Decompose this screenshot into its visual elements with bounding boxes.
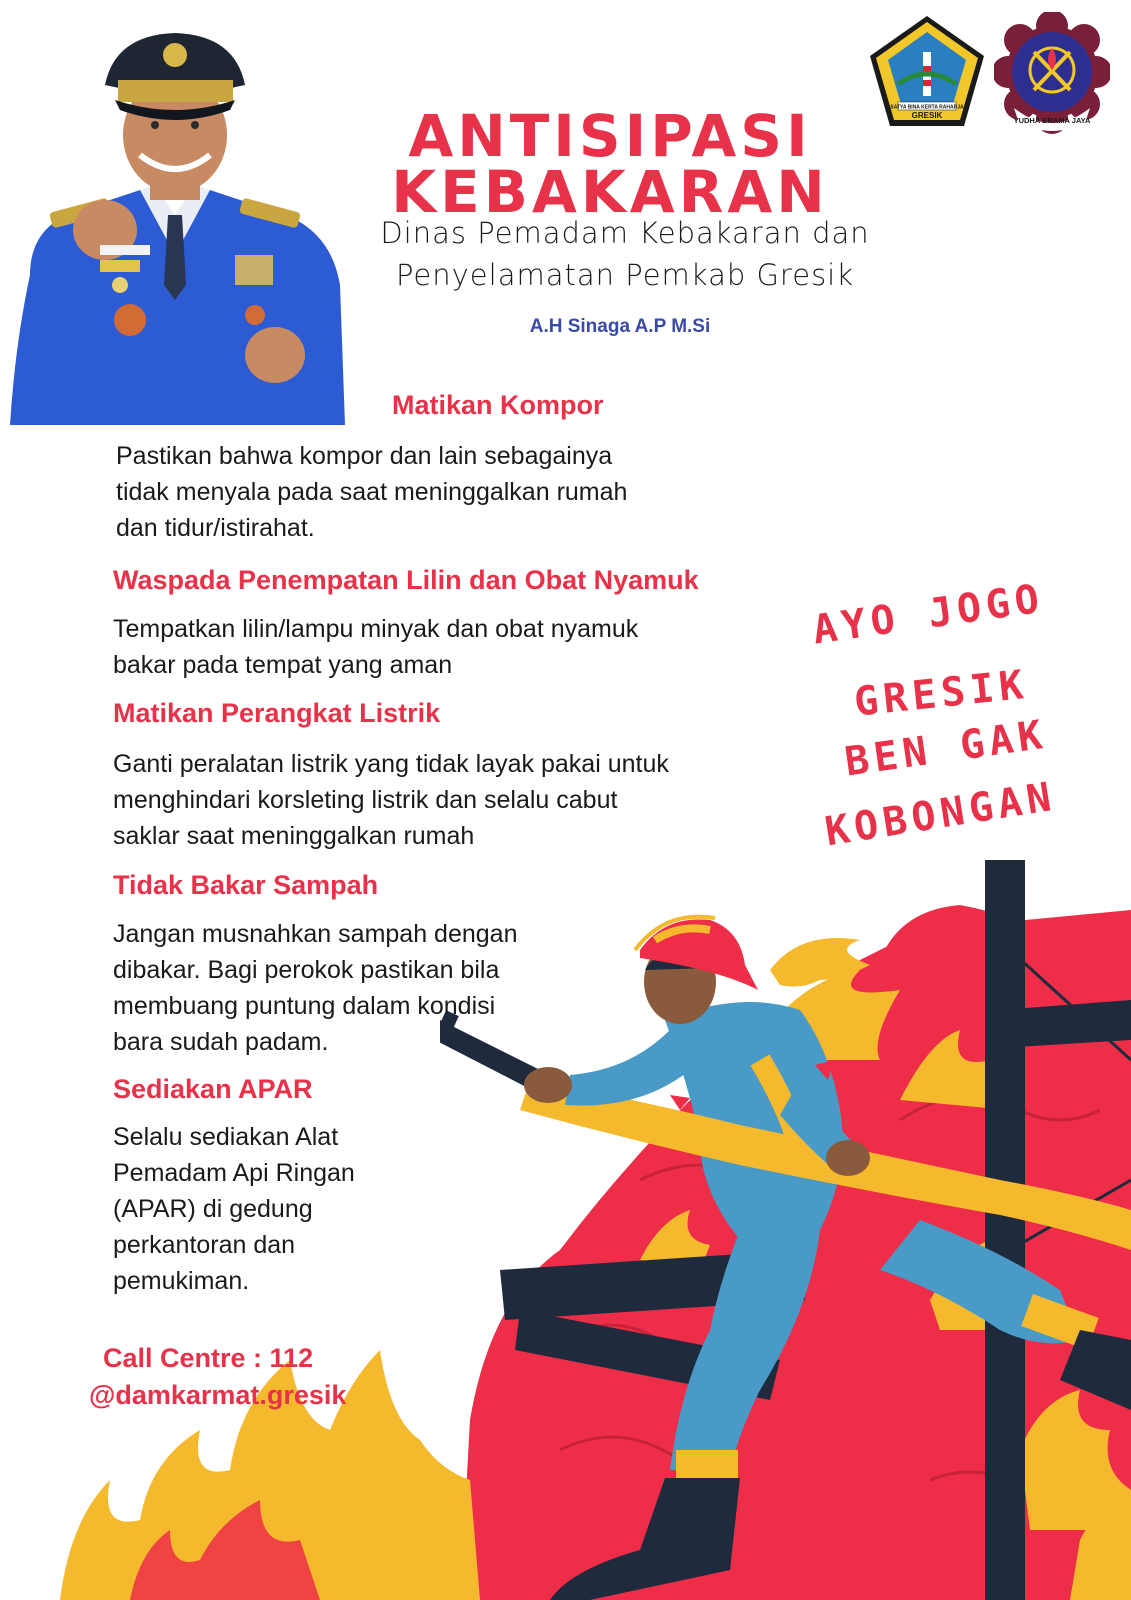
tip-body-sediakan-apar xyxy=(113,1119,355,1299)
firefighter-illustration xyxy=(440,910,1131,1600)
tip-line: bakar pada tempat yang aman xyxy=(113,651,453,679)
officer-portrait xyxy=(0,25,350,425)
tip-line: membuang puntung dalam kondisi xyxy=(113,992,496,1020)
tip-line: Pastikan bahwa kompor dan lain sebagainya xyxy=(116,442,613,470)
slogan-line-3: BEN GAK xyxy=(842,711,1050,786)
fire-department-emblem xyxy=(994,12,1110,138)
social-handle: @damkarmat.gresik xyxy=(89,1380,347,1410)
fire-emblem-motto: YUDHA BRAMA JAYA xyxy=(1013,116,1091,125)
slogan-line-4: KOBONGAN xyxy=(822,773,1059,856)
tip-line: Pemadam Api Ringan xyxy=(113,1159,355,1187)
title-line-2: KEBAKARAN xyxy=(391,158,829,226)
tip-heading-sediakan-apar: Sediakan APAR xyxy=(113,1074,313,1104)
tip-line: Selalu sediakan Alat xyxy=(113,1123,339,1151)
subtitle-line-1: Dinas Pemadam Kebakaran dan xyxy=(380,216,870,250)
poster-title xyxy=(340,102,880,226)
tip-line: perkantoran dan xyxy=(113,1231,296,1259)
tip-line: Tempatkan lilin/lampu minyak dan obat nyamuk xyxy=(113,615,639,643)
tip-line: saklar saat meninggalkan rumah xyxy=(113,822,475,850)
tip-line: pemukiman. xyxy=(113,1267,250,1295)
tip-line: menghindari korsleting listrik dan selalu cabut xyxy=(113,786,618,814)
gresik-regency-emblem xyxy=(868,14,986,132)
tip-heading-bakar-sampah: Tidak Bakar Sampah xyxy=(113,870,379,900)
tip-body-waspada-lilin xyxy=(113,611,638,683)
tip-heading-matikan-kompor: Matikan Kompor xyxy=(392,390,604,420)
slogan-line-2: GRESIK xyxy=(852,661,1031,726)
tip-line: (APAR) di gedung xyxy=(113,1195,313,1223)
tip-line: dibakar. Bagi perokok pastikan bila xyxy=(113,956,500,984)
gresik-emblem-name: GRESIK xyxy=(911,111,943,120)
call-centre: Call Centre : 112 xyxy=(103,1343,314,1373)
subtitle-line-2: Penyelamatan Pemkab Gresik xyxy=(395,258,855,292)
poster-subtitle xyxy=(340,212,910,296)
tip-heading-waspada-lilin: Waspada Penempatan Lilin dan Obat Nyamuk xyxy=(113,565,699,595)
tip-body-perangkat-listrik xyxy=(113,746,669,854)
tip-heading-perangkat-listrik: Matikan Perangkat Listrik xyxy=(113,698,441,728)
slogan-line-1: AYO JOGO xyxy=(810,575,1047,654)
title-line-1: ANTISIPASI xyxy=(408,102,812,170)
tip-line: tidak menyala pada saat meninggalkan rumah xyxy=(116,478,628,506)
tip-body-bakar-sampah xyxy=(113,916,517,1060)
tip-line: Ganti peralatan listrik yang tidak layak pakai untuk xyxy=(113,750,669,778)
tip-line: dan tidur/istirahat. xyxy=(116,514,315,542)
gresik-emblem-banner: SATYA BINA KERTA RAHARJA xyxy=(890,104,964,111)
tip-line: Jangan musnahkan sampah dengan xyxy=(113,920,518,948)
author-name: A.H Sinaga A.P M.Si xyxy=(529,316,711,337)
tip-body-matikan-kompor xyxy=(116,438,627,546)
tip-line: bara sudah padam. xyxy=(113,1028,329,1056)
